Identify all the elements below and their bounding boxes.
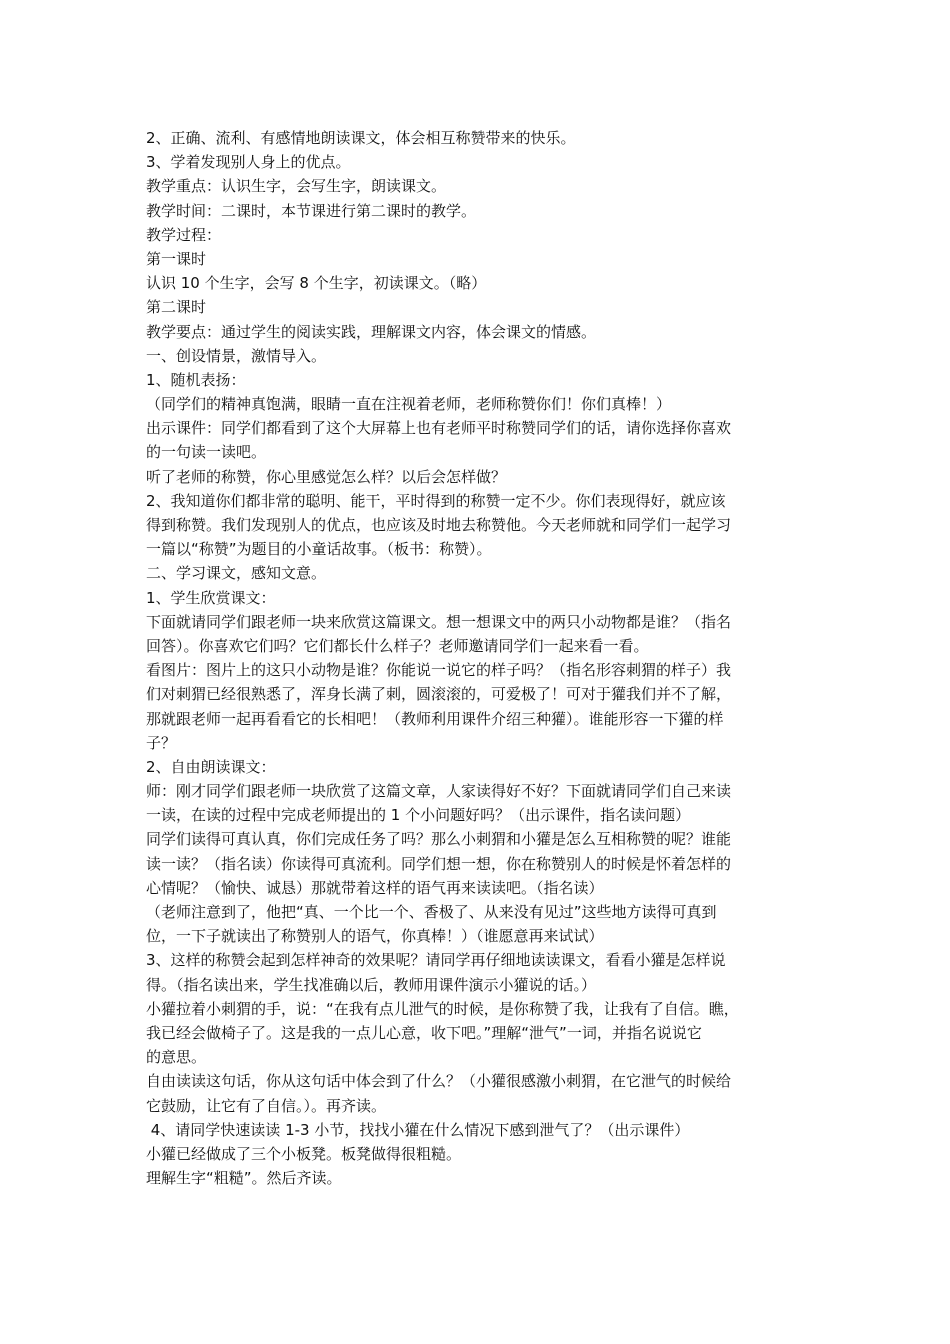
teaching-focus: 教学重点：认识生字，会写生字，朗读课文。 xyxy=(146,177,447,196)
step-random-praise: 1、随机表扬： xyxy=(146,370,246,389)
paragraph-line: 一读，在读的过程中完成老师提出的 1 个小问题好吗？（出示课件，指名读问题） xyxy=(146,806,691,825)
step-magic-effect: 3、这样的称赞会起到怎样神奇的效果呢？请同学再仔细地读读课文，看看小獾是怎样说 xyxy=(146,951,726,970)
lesson-two-heading: 第二课时 xyxy=(146,298,207,317)
paragraph-line: （老师注意到了，他把“真、一个比一个、香极了、从来没有见过”这些地方读得可真到 xyxy=(146,903,717,921)
paragraph-line: 它鼓励，让它有了自信。）。再齐读。 xyxy=(146,1096,387,1115)
paragraph-line: 听了老师的称赞，你心里感觉怎么样？以后会怎样做？ xyxy=(146,467,507,486)
paragraph-line: 子？ xyxy=(146,733,177,752)
paragraph-line: 读一读？（指名读）你读得可真流利。同学们想一想，你在称赞别人的时候是怀着怎样的 xyxy=(146,854,732,873)
document-body xyxy=(146,126,806,1190)
teaching-time: 教学时间：二课时，本节课进行第二课时的教学。 xyxy=(146,201,477,220)
paragraph-line: 的意思。 xyxy=(146,1048,207,1067)
paragraph-line: 同学们读得可真认真，你们完成任务了吗？那么小刺猬和小獾是怎么互相称赞的呢？谁能 xyxy=(146,830,732,849)
paragraph-line: 位，一下子就读出了称赞别人的语气，你真棒！）（谁愿意再来试试） xyxy=(146,927,604,946)
lesson-one-heading: 第一课时 xyxy=(146,249,207,268)
paragraph-line: 理解生字“粗糙”。然后齐读。 xyxy=(146,1169,342,1188)
paragraph-line: 那就跟老师一起再看看它的长相吧！（教师利用课件介绍三种獾）。谁能形容一下獾的样 xyxy=(146,709,724,728)
step-appreciate-text: 1、学生欣赏课文： xyxy=(146,588,276,607)
paragraph-line: （同学们的精神真饱满，眼睛一直在注视着老师，老师称赞你们！你们真棒！） xyxy=(146,395,672,414)
step-free-reading: 2、自由朗读课文： xyxy=(146,757,276,776)
objective-line-2: 2、正确、流利、有感情地朗读课文，体会相互称赞带来的快乐。 xyxy=(146,129,576,147)
paragraph-line: 小獾已经做成了三个小板凳。板凳做得很粗糙。 xyxy=(146,1144,462,1163)
teaching-key-points: 教学要点：通过学生的阅读实践，理解课文内容，体会课文的情感。 xyxy=(146,322,597,341)
paragraph-line: 的一句读一读吧。 xyxy=(146,443,267,462)
paragraph-line: 得。（指名读出来，学生找准确以后，教师用课件演示小獾说的话。） xyxy=(146,975,597,994)
paragraph-line: 出示课件：同学们都看到了这个大屏幕上也有老师平时称赞同学们的话，请你选择你喜欢 xyxy=(146,419,732,438)
section-two-heading: 二、学习课文，感知文意。 xyxy=(146,564,327,583)
paragraph-line: 得到称赞。我们发现别人的优点，也应该及时地去称赞他。今天老师就和同学们一起学习 xyxy=(146,516,732,534)
teaching-process-heading: 教学过程： xyxy=(146,225,222,244)
section-one-heading: 一、创设情景，激情导入。 xyxy=(146,346,327,365)
step-quick-read: 4、请同学快速读读 1-3 小节，找找小獾在什么情况下感到泄气了？（出示课件） xyxy=(146,1120,690,1139)
paragraph-line: 自由读读这句话，你从这句话中体会到了什么？（小獾很感激小刺猬，在它泄气的时候给 xyxy=(146,1072,732,1091)
paragraph-line: 小獾拉着小刺猬的手，说：“在我有点儿泄气的时候，是你称赞了我，让我有了自信。瞧， xyxy=(146,999,739,1018)
objective-line-3: 3、学着发现别人身上的优点。 xyxy=(146,153,351,172)
paragraph-line: 心情呢？（愉快、诚恳）那就带着这样的语气再来读读吧。（指名读） xyxy=(146,878,604,897)
paragraph-line: 下面就请同学们跟老师一块来欣赏这篇课文。想一想课文中的两只小动物都是谁？（指名 xyxy=(146,612,732,631)
paragraph-line: 们对刺猬已经很熟悉了，浑身长满了刺，圆滚滚的，可爱极了！可对于獾我们并不了解， xyxy=(146,685,732,704)
paragraph-line: 2、我知道你们都非常的聪明、能干，平时得到的称赞一定不少。你们表现得好，就应该 xyxy=(146,491,726,510)
paragraph-line: 看图片：图片上的这只小动物是谁？你能说一说它的样子吗？（指名形容刺猬的样子）我 xyxy=(146,661,732,680)
paragraph-line: 一篇以“称赞”为题目的小童话故事。（板书：称赞）。 xyxy=(146,540,492,559)
paragraph-line: 我已经会做椅子了。这是我的一点儿心意，收下吧。”理解“泄气”一词，并指名说说它 xyxy=(146,1023,702,1042)
paragraph-line: 师：刚才同学们跟老师一块欣赏了这篇文章，人家读得好不好？下面就请同学们自己来读 xyxy=(146,782,732,801)
paragraph-line: 回答）。你喜欢它们吗？它们都长什么样子？老师邀请同学们一起来看一看。 xyxy=(146,636,649,655)
lesson-one-summary: 认识 10 个生字，会写 8 个生字，初读课文。（略） xyxy=(146,274,487,293)
